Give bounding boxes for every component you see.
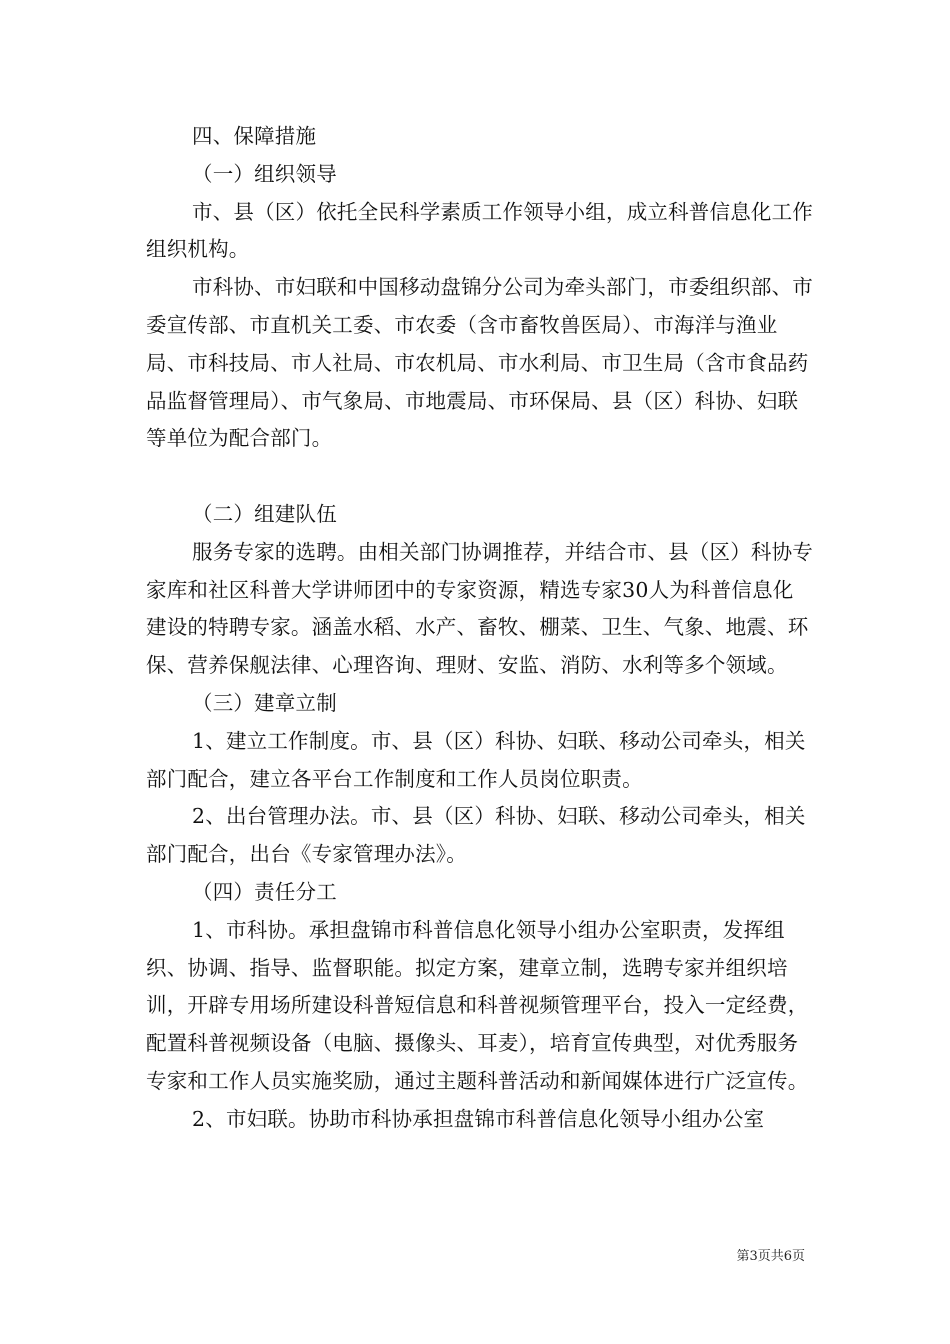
main-heading: 四、保障措施 xyxy=(192,124,317,148)
duty-heading: （四）责任分工 xyxy=(192,879,337,904)
org-paragraph-1: 市、县（区）依托全民科学素质工作领导小组，成立科普信息化工作组织机构。 xyxy=(146,199,813,262)
section-gap xyxy=(146,458,814,496)
team-paragraph-1: 服务专家的选聘。由相关部门协调推荐，并结合市、县（区）科协专家库和社区科普大学讲师团中的专家资源，精选专家30人为科普信息化建设的特聘专家。涵盖水稻、水产、畜牧、棚菜、卫生、气象、地震、环保、营养保舰法律、心理咨询、理财、安监、消防、水利等多个领域。 xyxy=(146,539,813,678)
duty-paragraph-2: 2、市妇联。协助市科协承担盘锦市科普信息化领导小组办公室 xyxy=(192,1106,765,1131)
page-footer: 第3页共6页 xyxy=(736,1249,805,1264)
org-paragraph-2: 市科协、市妇联和中国移动盘锦分公司为牵头部门，市委组织部、市委宣传部、市直机关工委、市农委（含市畜牧兽医局）、市海洋与渔业局、市科技局、市人社局、市农机局、市水利局、市卫生局（含市食品药品监督管理局）、市气象局、市地震局、市环保局、县（区）科协、妇联等单位为配合部门。 xyxy=(146,275,813,451)
rules-paragraph-2: 2、出台管理办法。市、县（区）科协、妇联、移动公司牵头，相关部门配合，出台《专家管理办法》。 xyxy=(146,804,806,867)
duty-paragraph-1: 1、市科协。承担盘锦市科普信息化领导小组办公室职责，发挥组织、协调、指导、监督职能。拟定方案，建章立制，选聘专家并组织培训，开辟专用场所建设科普短信息和科普视频管理平台，投入一定经费，配置科普视频设备（电脑、摄像头、耳麦），培育宣传典型，对优秀服务专家和工作人员实施奖励，通过主题科普活动和新闻媒体进行广泛宣传。 xyxy=(146,917,809,1093)
rules-paragraph-1: 1、建立工作制度。市、县（区）科协、妇联、移动公司牵头，相关部门配合，建立各平台工作制度和工作人员岗位职责。 xyxy=(146,728,806,791)
rules-heading: （三）建章立制 xyxy=(192,690,337,715)
org-heading: （一）组织领导 xyxy=(192,161,337,186)
document-content xyxy=(146,118,814,1139)
team-heading: （二）组建队伍 xyxy=(192,501,337,526)
